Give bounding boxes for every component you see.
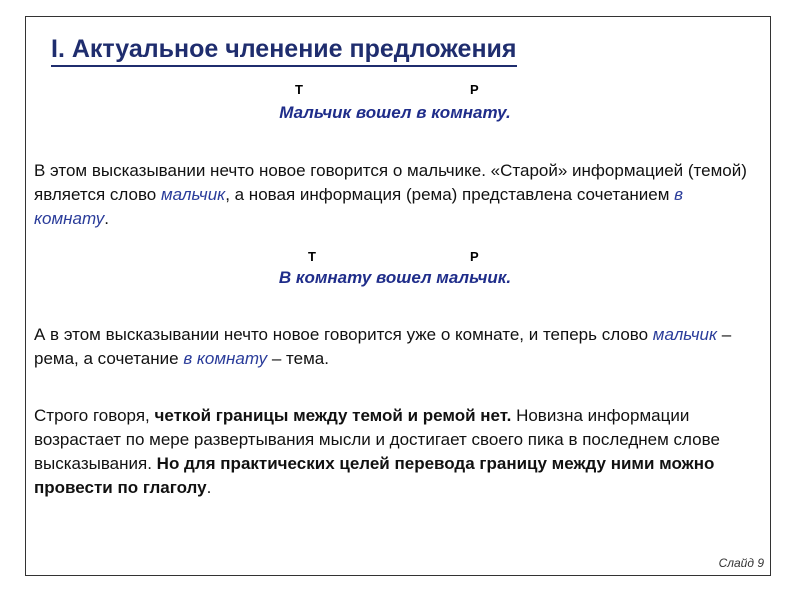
rheme-mark-1: Р bbox=[470, 82, 479, 97]
paragraph-2-text-b: – рема, а сочетание bbox=[34, 325, 732, 368]
paragraph-3-text-b: Новизна информации возрастает по мере развертывания мысли и достигает своего пика в последнем слове высказывания. bbox=[34, 406, 720, 473]
paragraph-2-text-a: А в этом высказывании нечто новое говорится уже о комнате, и теперь слово bbox=[34, 325, 653, 344]
theme-mark-2: Т bbox=[308, 249, 316, 264]
paragraph-1-emphasis-boy: мальчик bbox=[160, 185, 226, 204]
paragraph-1 bbox=[34, 159, 754, 231]
paragraph-1-text-a: В этом высказывании нечто новое говорится о мальчике. «Старой» информацией (темой) является слово bbox=[34, 161, 747, 204]
theme-mark-1: Т bbox=[295, 82, 303, 97]
paragraph-1-text-c: . bbox=[104, 209, 109, 228]
paragraph-1-text-b: , а новая информация (рема) представлена сочетанием bbox=[225, 185, 675, 204]
slide-number: Слайд 9 bbox=[718, 556, 764, 570]
paragraph-2-text-c: – тема. bbox=[267, 349, 329, 368]
paragraph-2 bbox=[34, 323, 754, 371]
paragraph-3 bbox=[34, 404, 754, 500]
paragraph-2-emphasis-room: в комнату bbox=[183, 349, 268, 368]
rheme-mark-2: Р bbox=[470, 249, 479, 264]
paragraph-3-text-c: . bbox=[206, 478, 212, 497]
paragraph-3-text-a: Строго говоря, bbox=[34, 406, 155, 425]
slide-title: I. Актуальное членение предложения bbox=[51, 34, 517, 67]
paragraph-3-bold-a: четкой границы между темой и ремой нет. bbox=[154, 406, 512, 425]
paragraph-1-emphasis-room: в комнату bbox=[34, 185, 684, 228]
paragraph-2-emphasis-boy: мальчик bbox=[652, 325, 718, 344]
example-sentence-2: В комнату вошел мальчик. bbox=[278, 268, 512, 287]
paragraph-3-bold-b: Но для практических целей перевода границу между ними можно провести по глаголу bbox=[34, 454, 715, 497]
example-sentence-1: Мальчик вошел в комнату. bbox=[279, 103, 511, 122]
